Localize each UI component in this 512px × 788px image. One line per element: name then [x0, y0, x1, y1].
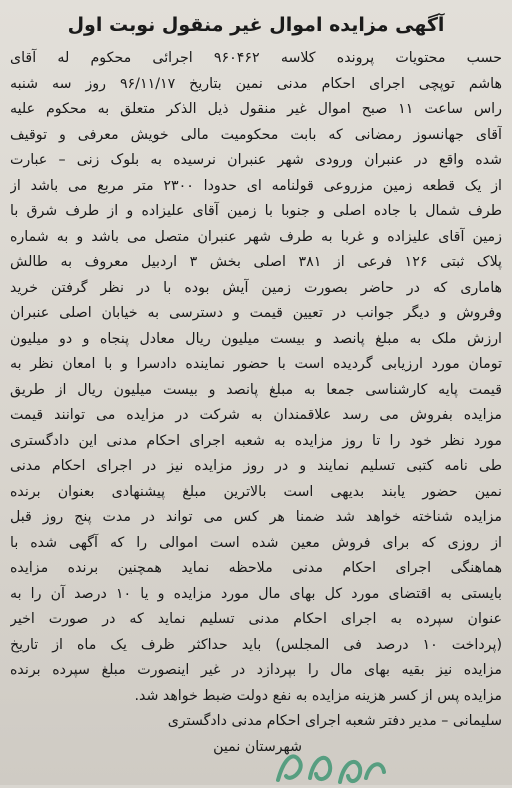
notice-title: آگهی مزایده اموال غیر منقول نوبت اول — [67, 14, 445, 36]
notice-line: قیمت پایه کارشناسی جمعا به مبلغ پانصد و بیست میلیون ریال از طریق — [10, 381, 502, 398]
notice-line: راس ساعت ۱۱ صبح اموال غیر منقول ذیل الذکر متعلق به محکوم علیه — [10, 101, 502, 117]
notice-line: هاشم توپچی اجرای احکام مدنی نمین بتاریخ ۹۶/۱۱/۱۷ روز سه شنبه — [10, 75, 502, 92]
notice-line: تومان مورد ارزیابی گردیده است با حضور نماینده دادسرا و با امعان نظر به — [10, 356, 502, 372]
notice-signature — [10, 709, 502, 760]
notice-line: مزایده نیز بقیه بهای مال را بپردازد در غیر اینصورت مبلغ سپرده برنده — [10, 662, 502, 678]
notice-line: پلاک ثبتی ۱۲۶ فرعی از ۳۸۱ اصلی بخش ۳ اردبیل معروف به طالش — [10, 254, 502, 270]
notice-line: نمین حضور یابند بدیهی است بالاترین مبلغ پیشنهادی بعنوان برنده — [10, 483, 502, 500]
signature-line-1: سلیمانی – مدیر دفتر شعبه اجرای احکام مدنی دادگستری — [167, 713, 502, 729]
notice-line: طی نامه کتبی تسلیم نمایند و در روز مزایده نیز در اجرای احکام مدنی — [10, 458, 502, 474]
notice-line: شده واقع در عنبران ورودی شهر عنبران نرسیده به بلوک زنی – عبارت — [10, 152, 502, 168]
notice-line: طرف شمال با جاده اصلی و جنوبا با زمین آقای علیزاده و از طرف شرق با — [10, 203, 502, 219]
notice-line: ارزش ملک به مبلغ پانصد و بیست میلیون ریال معادل پنجاه و دو میلیون — [10, 330, 502, 347]
notice-line: هماهنگی اجرای احکام مدنی ملاحظه نماید همچنین برنده مزایده — [10, 560, 502, 576]
notice-line: عنوان سپرده به اجرای احکام مدنی تسلیم نماید که در صورت اخیر — [10, 611, 502, 627]
notice-body — [10, 46, 502, 709]
notice-line: زمین آقای علیزاده و غربا به طرف شهر عنبران متصل می باشد و به شماره — [10, 228, 502, 245]
notice-line: مزایده بفروش می رسد علاقمندان به شرکت در مزایده می توانند قیمت — [10, 407, 502, 423]
notice-line: از یک قطعه زمین مزروعی قولنامه ای حدودا ۲۳۰۰ متر مربع می باشد از — [10, 177, 502, 194]
signature-line-2: شهرستان نمین — [213, 738, 302, 755]
notice-line: بایستی به اقتضای مورد کل بهای مال مورد مزایده و یا ۱۰ درصد آن را به — [10, 585, 502, 602]
notice-line: (پرداخت ۱۰ درصد فی المجلس) باید حداکثر ظرف یک ماه از تاریخ — [10, 636, 502, 653]
notice-line: مزایده پس از کسر هزینه مزایده به نفع دولت ضبط خواهد شد. — [134, 687, 502, 704]
notice-line: مورد نظر خود را تا روز مزایده به شعبه اجرای احکام مدنی این دادگستری — [10, 432, 502, 449]
notice-line: حسب محتویات پرونده کلاسه ۹۶۰۴۶۲ اجرائی محکوم له آقای — [10, 50, 502, 66]
notice-line: هاماری که در حاضر بصورت زمین آیش بوده با در نظر گرفتن خرید — [10, 279, 502, 296]
notice-line: از روزی که برای فروش معین شده است اموالی را که آگهی شده با — [10, 534, 502, 551]
notice-line: مزایده شناخته خواهد شد ضمنا هر کس می تواند در مدت پنج روز قبل — [10, 509, 502, 525]
notice-line: وفروش و دیگر جوانب در تعیین قیمت و دسترسی به خیابان اصلی عنبران — [10, 305, 502, 321]
notice-line: آقای جهانسوز رمضانی که بابت محکومیت مالی خویش معرفی و توقیف — [10, 126, 502, 143]
